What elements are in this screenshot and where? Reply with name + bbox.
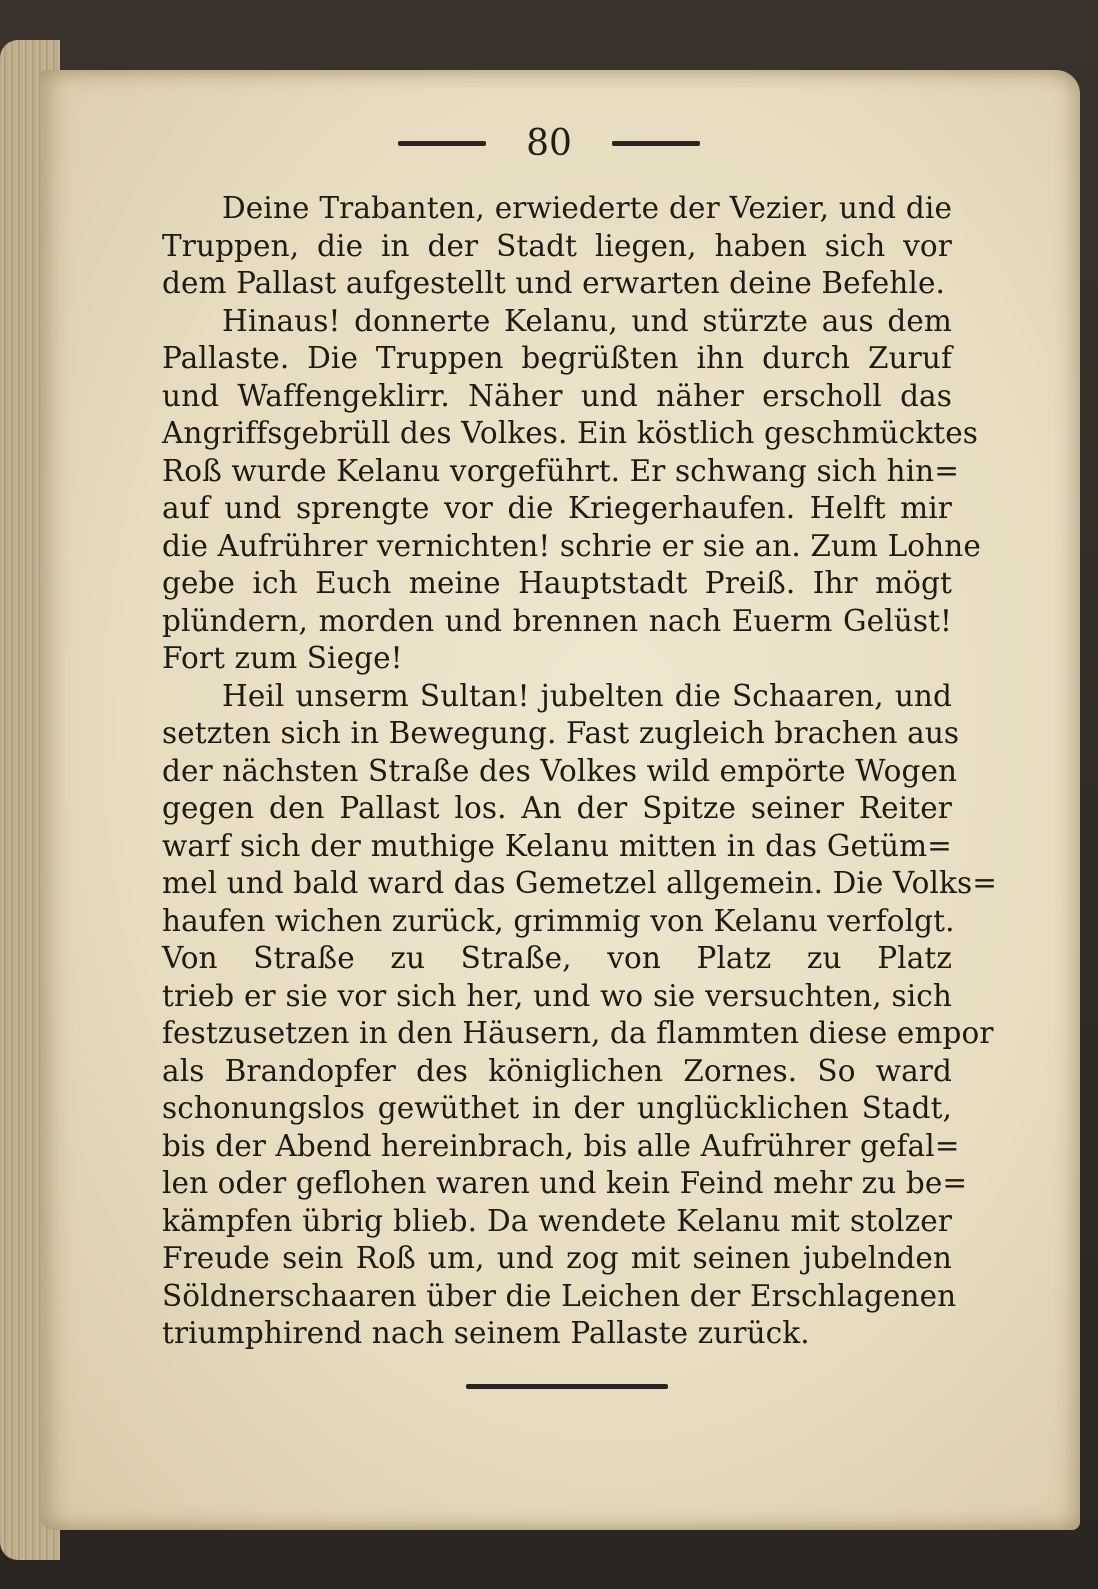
text-line: len oder geflohen waren und kein Feind mehr zu be= (162, 1166, 968, 1200)
page-header (0, 118, 1098, 168)
text-line: bis der Abend hereinbrach, bis alle Aufrührer gefal= (162, 1128, 960, 1163)
text-line: Deine Trabanten, erwiederte der Vezier, und die (222, 191, 952, 225)
text-line: Angriffsgebrüll des Volkes. Ein köstlich geschmücktes (162, 416, 979, 450)
page-number: 80 (526, 122, 572, 164)
text-line: kämpfen übrig blieb. Da wendete Kelanu mit stolzer (162, 1203, 952, 1238)
header-rule-right (612, 141, 700, 146)
text-line: Fort zum Siege! (162, 641, 403, 675)
text-line: Hinaus! donnerte Kelanu, und stürzte aus dem (222, 303, 952, 338)
text-line: haufen wichen zurück, grimmig von Kelanu verfolgt. (162, 903, 955, 938)
text-line: Truppen, die in der Stadt liegen, haben sich vor (162, 228, 952, 263)
text-line: auf und sprengte vor die Kriegerhaufen. Helft mir (162, 491, 952, 525)
text-line: triumphirend nach seinem Pallaste zurück. (162, 1316, 810, 1350)
text-line: Von Straße zu Straße, von Platz zu Platz (162, 941, 952, 975)
text-line: Roß wurde Kelanu vorgeführt. Er schwang sich hin= (162, 453, 960, 488)
text-line: gebe ich Euch meine Hauptstadt Preiß. Ihr mögt (162, 566, 952, 600)
text-line: gegen den Pallast los. An der Spitze seiner Reiter (162, 791, 952, 825)
text-line: Pallaste. Die Truppen begrüßten ihn durch Zuruf (162, 341, 952, 375)
text-line: die Aufrührer vernichten! schrie er sie an. Zum Lohne (162, 528, 981, 563)
header-rule-left (398, 141, 486, 146)
text-line: festzusetzen in den Häusern, da flammten diese empor (162, 1016, 994, 1050)
text-line: der nächsten Straße des Volkes wild empörte Wogen (162, 753, 958, 788)
text-line: Heil unserm Sultan! jubelten die Schaaren, und (222, 678, 952, 713)
text-line: Söldnerschaaren über die Leichen der Erschlagenen (162, 1278, 957, 1313)
footer-rule (466, 1384, 668, 1389)
text-line: warf sich der muthige Kelanu mitten in das Getüm= (162, 828, 952, 863)
text-line: plündern, morden und brennen nach Euerm Gelüst! (162, 603, 952, 638)
text-line: dem Pallast aufgestellt und erwarten deine Befehle. (162, 266, 945, 300)
body-text (162, 190, 998, 1353)
text-line: und Waffengeklirr. Näher und näher erscholl das (162, 378, 952, 413)
text-line: schonungslos gewüthet in der unglücklichen Stadt, (162, 1091, 952, 1125)
text-line: mel und bald ward das Gemetzel allgemein. Die Volks= (162, 866, 998, 900)
text-line: Freude sein Roß um, und zog mit seinen jubelnden (162, 1241, 952, 1275)
text-line: setzten sich in Bewegung. Fast zugleich brachen aus (162, 716, 960, 750)
text-line: trieb er sie vor sich her, und wo sie versuchten, sich (162, 978, 952, 1013)
text-line: als Brandopfer des königlichen Zornes. So ward (162, 1053, 952, 1088)
